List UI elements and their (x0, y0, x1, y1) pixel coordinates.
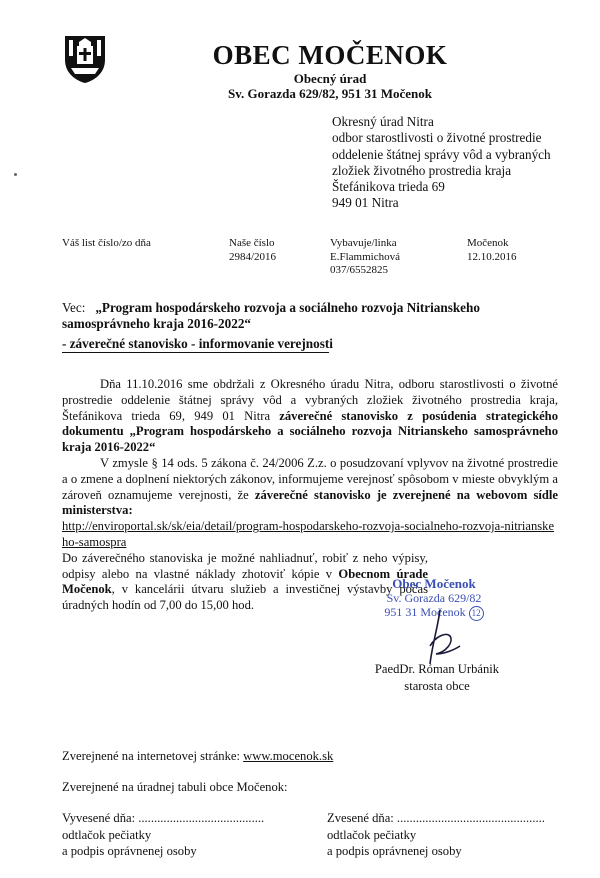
paragraph-2 (62, 456, 558, 519)
letterhead-title: OBEC MOČENOK (212, 40, 448, 70)
handled-by (330, 237, 400, 278)
subject-label: Vec: (62, 300, 86, 315)
posted-sign-label: a podpis oprávnenej osoby (62, 844, 197, 858)
signer-role: starosta obce (404, 679, 470, 693)
place-date (467, 237, 517, 264)
removed-block (327, 810, 545, 860)
scan-mark (14, 173, 17, 176)
removed-stamp-label: odtlačok pečiatky (327, 827, 417, 842)
stamp-line2: Sv. Gorazda 629/82 (386, 591, 482, 605)
your-ref-label: Váš list číslo/zo dňa (62, 237, 151, 249)
posted-stamp-label: odtlačok pečiatky (62, 827, 152, 842)
place: Močenok (467, 237, 509, 249)
letterhead-address: Sv. Gorazda 629/82, 951 31 Močenok (227, 86, 433, 101)
web-published-label: Zverejnené na internetovej stránke: (62, 749, 244, 763)
recipient-address (332, 114, 551, 212)
board-published: Zverejnené na úradnej tabuli obce Močenok: (62, 780, 288, 794)
paragraph-1-bold: záverečné stanovisko z posúdenia strategického dokumentu „Program hospodárskeho a sociálneho rozvoja Nitrianskeho samosprávneho kraja 2016-2022“ (62, 408, 558, 455)
removed-sign-label: a podpis oprávnenej osoby (327, 844, 462, 858)
posted-label: Vyvesené dňa: ........................................ (62, 811, 265, 825)
web-link[interactable]: www.mocenok.sk (243, 749, 334, 763)
subject (62, 300, 558, 332)
subject-rule (62, 352, 329, 353)
stamp-number: 12 (469, 606, 484, 621)
our-ref-value: 2984/2016 (229, 250, 277, 263)
paragraph-2-text: V zmysle § 14 ods. 5 zákona č. 24/2006 Z.z. o posudzovaní vplyvov na životné prostredie a o zmene a doplnení niektorých zákonov, informujeme verejnosť spôsobom v mieste obvyklým a zároveň oznamujeme verejnosti, že (62, 455, 558, 502)
posted-block (62, 810, 264, 860)
paragraph-1 (62, 377, 558, 456)
handled-phone: 037/6552825 (330, 264, 389, 276)
subject-subline: - záverečné stanovisko - informovanie verejnosti (62, 336, 333, 351)
paragraph-url (62, 519, 558, 551)
our-ref-label: Naše číslo (229, 237, 275, 249)
stamp-name: Obec Močenok (392, 576, 476, 591)
paragraph-1-text: Dňa 11.10.2016 sme obdržali z Okresného úradu Nitra, odboru starostlivosti o životné prostredie oddelenie štátnej správy vôd a vybraných zložiek životného prostredia kraja, Štefánikova trieda 69, 949 01 Nitra (62, 377, 558, 423)
recipient-line: odbor starostlivosti o životné prostredie (332, 130, 542, 146)
recipient-line: zložiek životného prostredia kraja (332, 162, 512, 178)
recipient-line: 949 01 Nitra (332, 195, 399, 211)
letterhead-subtitle: Obecný úrad (293, 71, 367, 86)
stamp-line3-text: 951 31 Močenok (384, 605, 466, 619)
recipient-line: Okresný úrad Nitra (332, 114, 434, 129)
our-ref (229, 237, 276, 264)
enviroportal-link[interactable]: http://enviroportal.sk/sk/eia/detail/program-hospodarskeho-rozvoja-socialneho-rozvoja-nitrianskeho-samospra (62, 519, 555, 549)
recipient-line: oddelenie štátnej správy vôd a vybraných (332, 146, 551, 162)
paragraph-3-bold: Obecnom úrade Močenok (62, 566, 428, 597)
recipient-line: Štefánikova trieda 69 (332, 179, 445, 195)
signer-block (367, 661, 507, 695)
paragraph-3-end: , v kancelárii útvaru služieb a investičnej výstavby počas úradných hodín od 7,00 do 15,00 hod. (62, 582, 428, 613)
web-published (62, 748, 333, 765)
date: 12.10.2016 (467, 250, 517, 263)
signer-name: PaedDr. Róman Urbánik (374, 662, 500, 676)
handled-name: E.Flammichová (330, 250, 400, 263)
handled-label: Vybavuje/linka (330, 237, 397, 249)
subject-text: „Program hospodárskeho rozvoja a sociálneho rozvoja Nitrianskeho samosprávneho kraja 2016-2022“ (62, 300, 480, 331)
signature-icon (410, 606, 480, 668)
paragraph-3-text: Do záverečného stanoviska je možné nahliadnuť, robiť z neho výpisy, odpisy alebo na vlastné náklady zhotoviť kópie v (62, 550, 428, 581)
removed-label: Zvesené dňa: ............................................... (327, 811, 545, 825)
paragraph-2-bold: záverečné stanovisko je zverejnené na webovom sídle ministerstva: (62, 487, 558, 518)
